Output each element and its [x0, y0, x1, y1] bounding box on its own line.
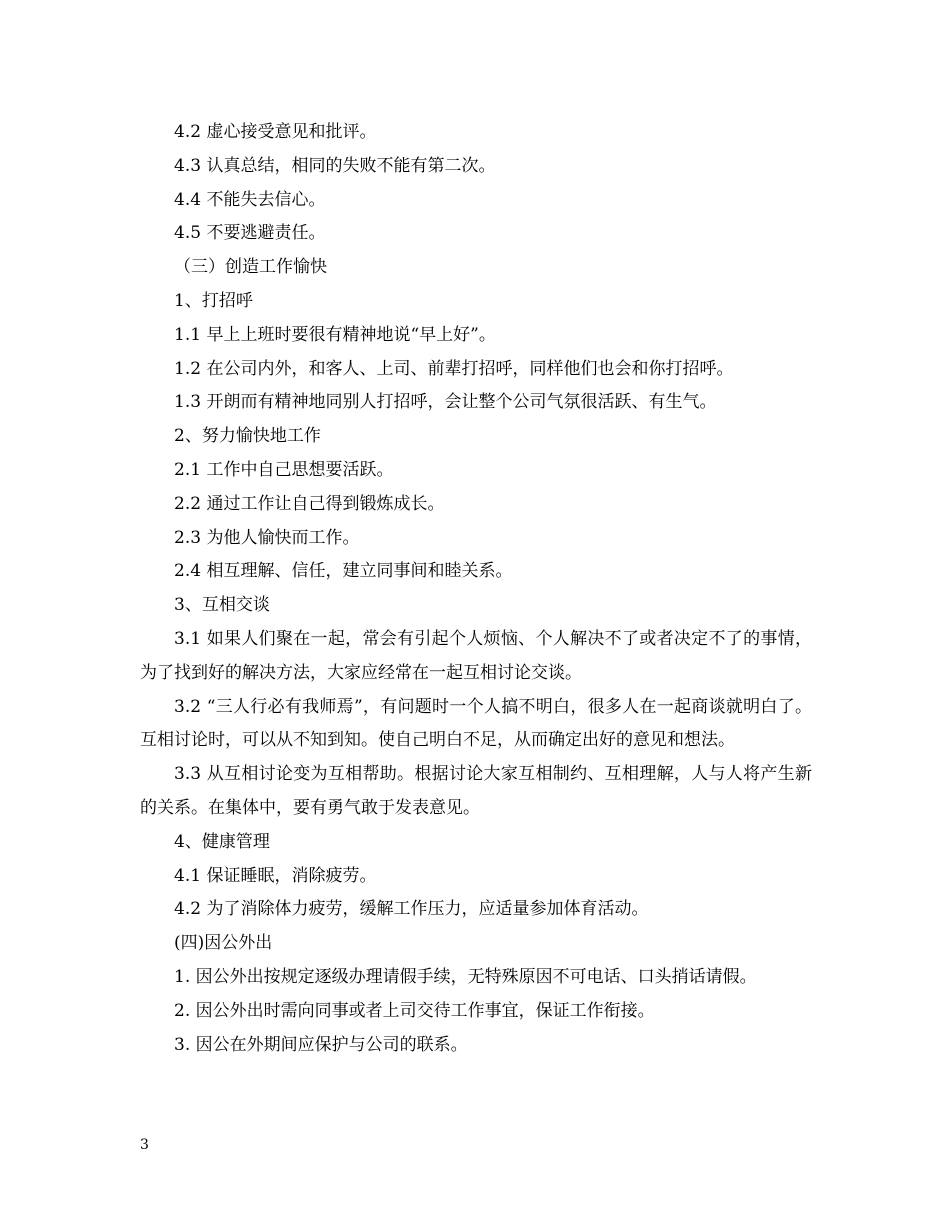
- subsection-heading: 4、健康管理: [174, 831, 270, 852]
- paragraph: 3.3 从互相讨论变为互相帮助。根据讨论大家互相制约、互相理解，人与人将产生新的关系。在集体中，要有勇气敢于发表意见。: [140, 764, 812, 818]
- text-line: 1.3 开朗而有精神地同别人打招呼，会让整个公司气氛很活跃、有生气。: [174, 392, 717, 413]
- paragraph: 3.1 如果人们聚在一起，常会有引起个人烦恼、个人解决不了或者决定不了的事情，为了找到好的解决方法，大家应经常在一起互相讨论交谈。: [140, 628, 812, 683]
- text-line: 1. 因公外出按规定逐级办理请假手续，无特殊原因不可电话、口头捎话请假。: [174, 966, 757, 987]
- paragraph: 3.2 “三人行必有我师焉”，有问题时一个人搞不明白，很多人在一起商谈就明白了。互相讨论时，可以从不知到知。使自己明白不足，从而确定出好的意见和想法。: [140, 696, 812, 751]
- text-line: 2.4 相互理解、信任，建立同事间和睦关系。: [174, 561, 513, 582]
- document-body: [140, 116, 812, 1062]
- section-heading: （三）创造工作愉快: [174, 257, 327, 278]
- text-line: 4.5 不要逃避责任。: [174, 223, 326, 244]
- subsection-heading: 2、努力愉快地工作: [174, 426, 321, 447]
- text-line: 2.1 工作中自己思想要活跃。: [174, 459, 394, 480]
- text-line: 1.2 在公司内外，和客人、上司、前辈打招呼，同样他们也会和你打招呼。: [174, 358, 734, 379]
- text-line: 2.2 通过工作让自己得到锻炼成长。: [174, 493, 445, 514]
- page-number: 3: [140, 1137, 149, 1153]
- subsection-heading: 3、互相交谈: [174, 595, 270, 616]
- section-heading: (四)因公外出: [174, 933, 273, 954]
- text-line: 4.2 为了消除体力疲劳，缓解工作压力，应适量参加体育活动。: [174, 899, 649, 920]
- text-line: 1.1 早上上班时要很有精神地说“早上好”。: [174, 324, 496, 345]
- text-line: 4.1 保证睡眠，消除疲劳。: [174, 865, 377, 886]
- text-line: 2.3 为他人愉快而工作。: [174, 527, 360, 548]
- text-line: 4.3 认真总结，相同的失败不能有第二次。: [174, 155, 496, 176]
- text-line: 4.4 不能失去信心。: [174, 189, 326, 210]
- text-line: 4.2 虚心接受意见和批评。: [174, 122, 377, 142]
- text-line: 2. 因公外出时需向同事或者上司交待工作事宜，保证工作衔接。: [174, 1000, 655, 1021]
- text-line: 3. 因公在外期间应保护与公司的联系。: [174, 1034, 468, 1055]
- subsection-heading: 1、打招呼: [174, 290, 253, 311]
